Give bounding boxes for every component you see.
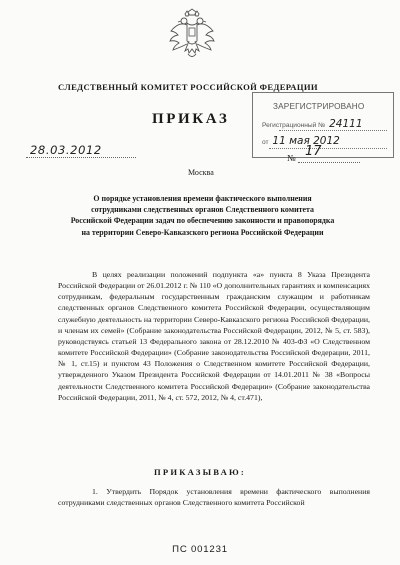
organization-name: СЛЕДСТВЕННЫЙ КОМИТЕТ РОССИЙСКОЙ ФЕДЕРАЦИИ [58,82,318,92]
registration-number-underline [279,130,387,131]
double-headed-eagle-emblem-icon [167,8,217,64]
registration-stamp-heading: ЗАРЕГИСТРИРОВАНО [273,102,365,111]
form-serial-number: ПС 001231 [172,544,228,555]
handwritten-order-date: 28.03.2012 [30,143,102,157]
registration-stamp [252,92,394,158]
registration-date-row [262,135,340,147]
registration-date-value: 11 мая 2012 [272,135,340,147]
document-title: ПРИКАЗ [152,111,230,127]
preamble-paragraph: В целях реализации положений подпункта «а» пункта 8 Указа Президента Российской Федерации от 26.01.2012 г. № 110 «О дополнительных гарантиях и компенсациях сотрудникам, федеральным государственным гражданским служащим и работникам следственных органов Следственного комитета Российской Федерации, осуществляющим служебную деятельность на территории Северо-Кавказского региона Российской Федерации, и членам их семей» (Собрание законодательства Российской Федерации, 2012, № 5, ст. 583), руководствуясь статьей 13 Федерального закона от 28.12.2010 № 403-ФЗ «О Следственном комитете Российской Федерации» (Собрание законодательства Российской Федерации, 2011, № 1, ст.15) и пунктом 43 Положения о Следственном комитете Российской Федерации, утвержденного Указом Президента Российской Федерации от 14.01.2011 № 38 «Вопросы деятельности Следственного комитета Российской Федерации» (Собрание законодательства Российской Федерации, 2011, № 4, ст. 572, 2012, № 4, ст.471), [58,270,370,402]
number-sign: № [287,153,296,163]
registration-date-label: от [262,139,269,146]
number-underline [298,162,360,163]
order-item-1: 1. Утвердить Порядок установления времени фактического выполнения сотрудниками следственных органов Следственного комитета Российской [58,487,370,508]
registration-number-label: Регистрационный № [262,122,326,129]
order-directive-heading: ПРИКАЗЫВАЮ: [154,467,246,477]
registration-number-row [262,118,363,130]
city-name: Москва [188,168,214,177]
handwritten-order-number: 17 [305,144,322,159]
date-underline [26,157,136,158]
order-subject: О порядке установления времени фактического выполнения сотрудниками следственных органов Следственного комитета Российской Федерации задач по обеспечению законности и правопорядка на территории Северо-Кавказского региона Российской Федерации [70,194,335,237]
registration-date-underline [269,148,387,149]
registration-number-value: 24111 [329,118,363,130]
